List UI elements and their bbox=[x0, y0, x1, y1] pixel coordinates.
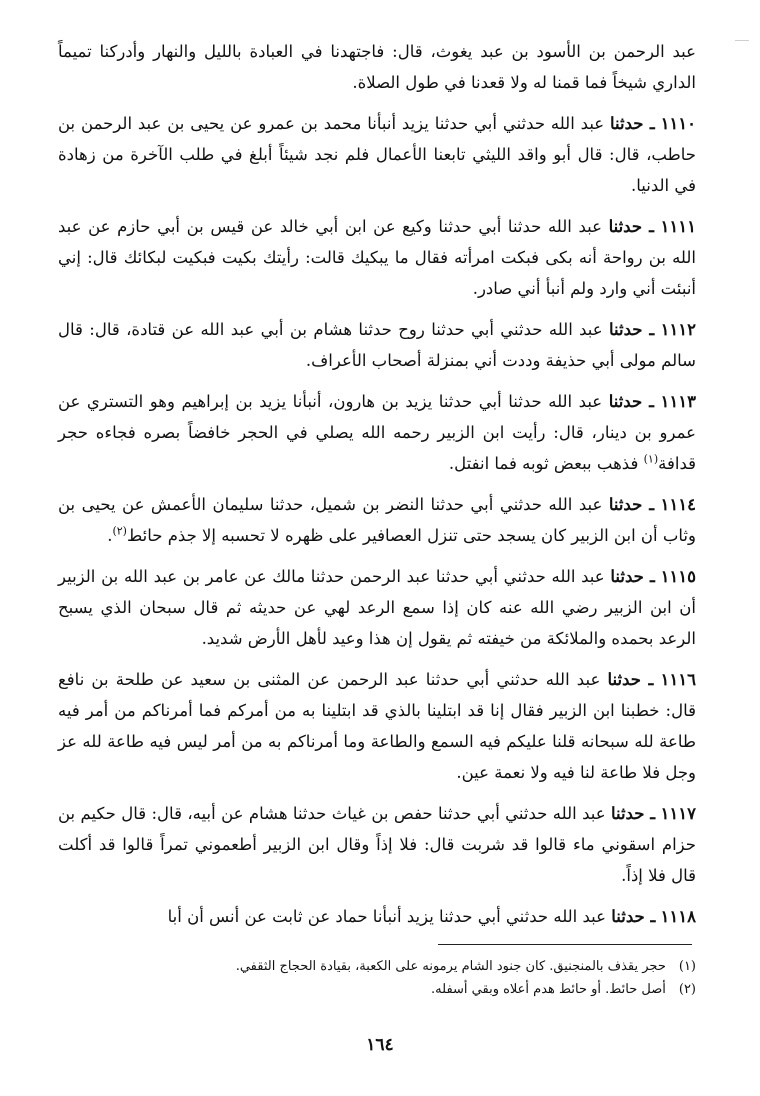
footnote-number: (١) bbox=[678, 959, 696, 974]
hadith-1110 bbox=[58, 108, 696, 201]
hadith-text: عبد الله حدثني أبي حدثنا عبد الرحمن حدثنا مالك عن عامر بن عبد الله بن الزبير أن ابن الزبير رضي الله عنه كان إذا سمع الرعد لهي عن حديثه ثم قال سبحان الذي يسبح الرعد بحمده والملائكة من خيفته ثم يقول إن هذا وعيد لأهل الأرض شديد. bbox=[58, 567, 696, 648]
hadith-number: ١١١١ bbox=[660, 217, 696, 236]
hadith-text: عبد الله حدثني أبي حدثنا روح حدثنا هشام بن أبي عبد الله عن قتادة، قال: قال سالم مولى أبي حذيفة وددت أني بمنزلة أصحاب الأعراف. bbox=[58, 320, 696, 370]
footnote-number: (٢) bbox=[678, 982, 696, 997]
hadith-number: ١١١٤ bbox=[660, 495, 696, 514]
hadith-text: عبد الله حدثني أبي حدثنا عبد الرحمن عن المثنى بن سعيد عن طلحة بن نافع قال: خطبنا ابن الزبير فقال إنا قد ابتلينا بالذي قد ابتلينا به من أمركم فما أمرناكم من أمر فيه طاعة لله سبحانه قلنا عليكم فيه السمع والطاعة وما أمرناكم به من أمر ليس فيه طاعة لله عز وجل فلا طاعة لنا فيه ولا نعمة عين. bbox=[58, 670, 696, 782]
hadith-1118 bbox=[58, 901, 696, 932]
footnotes bbox=[56, 955, 696, 1001]
hadith-text: عبد الله حدثنا أبي حدثنا وكيع عن ابن أبي خالد عن قيس بن أبي حازم عن عبد الله بن رواحة أنه بكى فبكت امرأته فقال ما يبكيك قالت: رأيتك بكيت فبكيت لبكائك قال: إني أنبئت أني وارد ولم أنبأ أني صادر. bbox=[58, 217, 696, 298]
footnote-reference[interactable]: (١) bbox=[643, 452, 659, 466]
hadith-text: عبد الله حدثني أبي حدثنا النضر بن شميل، حدثنا سليمان الأعمش عن يحيى بن وثاب أن ابن الزبير كان يسجد حتى تنزل العصافير على ظهره لا تحسبه إلا جذم حائط bbox=[58, 495, 696, 545]
hadith-lead: ـ حدثنا bbox=[610, 114, 655, 133]
hadith-lead: ـ حدثنا bbox=[607, 670, 654, 689]
hadith-number: ١١١٥ bbox=[660, 567, 697, 586]
hadith-lead: ـ حدثنا bbox=[608, 217, 654, 236]
hadith-number: ١١١٠ bbox=[660, 114, 697, 133]
hadith-text: عبد الله حدثني أبي حدثنا يزيد أنبأنا حماد عن ثابت عن أنس أن أبا bbox=[167, 907, 606, 926]
hadith-lead: ـ حدثنا bbox=[608, 392, 655, 411]
hadith-lead: ـ حدثنا bbox=[611, 907, 656, 926]
hadith-text: عبد الله حدثني أبي حدثنا يزيد أنبأنا محمد بن عمرو عن يحيى بن عبد الرحمن بن حاطب، قال: قال أبو واقد الليثي تابعنا الأعمال فلم نجد شيئاً أبلغ في طلب الآخرة من زهادة في الدنيا. bbox=[58, 114, 696, 195]
hadith-number: ١١١٦ bbox=[660, 670, 696, 689]
hadith-text-after: فذهب ببعض ثوبه فما انفتل. bbox=[448, 454, 644, 473]
footnote-text: حجر يقذف بالمنجنيق. كان جنود الشام يرمونه على الكعبة، بقيادة الحجاج الثقفي. bbox=[235, 959, 666, 974]
hadith-number: ١١١٢ bbox=[660, 320, 697, 339]
hadith-text: عبد الله حدثني أبي حدثنا حفص بن غياث حدثنا هشام عن أبيه، قال: قال حكيم بن حزام اسقوني ماء قالوا قد شربت قال: فلا إذاً وقال ابن الزبير أطعموني تمراً قالوا قد أكلت قال فلا إذاً. bbox=[58, 804, 696, 885]
hadith-lead: ـ حدثنا bbox=[610, 567, 655, 586]
hadith-number: ١١١٣ bbox=[660, 392, 696, 411]
hadith-1114 bbox=[58, 489, 696, 551]
hadith-1112 bbox=[58, 314, 696, 376]
continued-paragraph: عبد الرحمن بن الأسود بن عبد يغوث، قال: فاجتهدنا في العبادة بالليل والنهار وأدركنا تميماً الداري شيخاً فما قمنا له ولا قعدنا في طول الصلاة. bbox=[58, 42, 696, 92]
hadith-text-after: . bbox=[107, 526, 113, 545]
hadith-1113 bbox=[58, 386, 696, 479]
hadith-1111 bbox=[58, 211, 696, 304]
page-number: ١٦٤ bbox=[366, 1035, 394, 1055]
footnote-2 bbox=[56, 978, 696, 1001]
hadith-lead: ـ حدثنا bbox=[609, 320, 655, 339]
hadith-number: ١١١٧ bbox=[660, 804, 696, 823]
scan-mark bbox=[735, 40, 749, 41]
hadith-1117 bbox=[58, 798, 696, 891]
footnote-reference[interactable]: (٢) bbox=[112, 524, 127, 538]
hadith-1115 bbox=[58, 561, 696, 654]
hadith-lead: ـ حدثنا bbox=[608, 495, 655, 514]
hadith-number: ١١١٨ bbox=[660, 907, 696, 926]
hadith-text: عبد الله حدثنا أبي حدثنا يزيد بن هارون، أنبأنا يزيد بن إبراهيم وهو التستري عن عمرو بن دينار، قال: رأيت ابن الزبير رحمه الله يصلي في الحجر خافضاً بصره فجاءه حجر قدافة bbox=[58, 392, 696, 473]
hadith-1116 bbox=[58, 664, 696, 788]
hadith-lead: ـ حدثنا bbox=[610, 804, 656, 823]
footnote-1 bbox=[56, 955, 696, 978]
footnote-separator bbox=[438, 944, 692, 945]
footnote-text: أصل حائط. أو حائط هدم أعلاه وبقي أسفله. bbox=[431, 982, 666, 997]
